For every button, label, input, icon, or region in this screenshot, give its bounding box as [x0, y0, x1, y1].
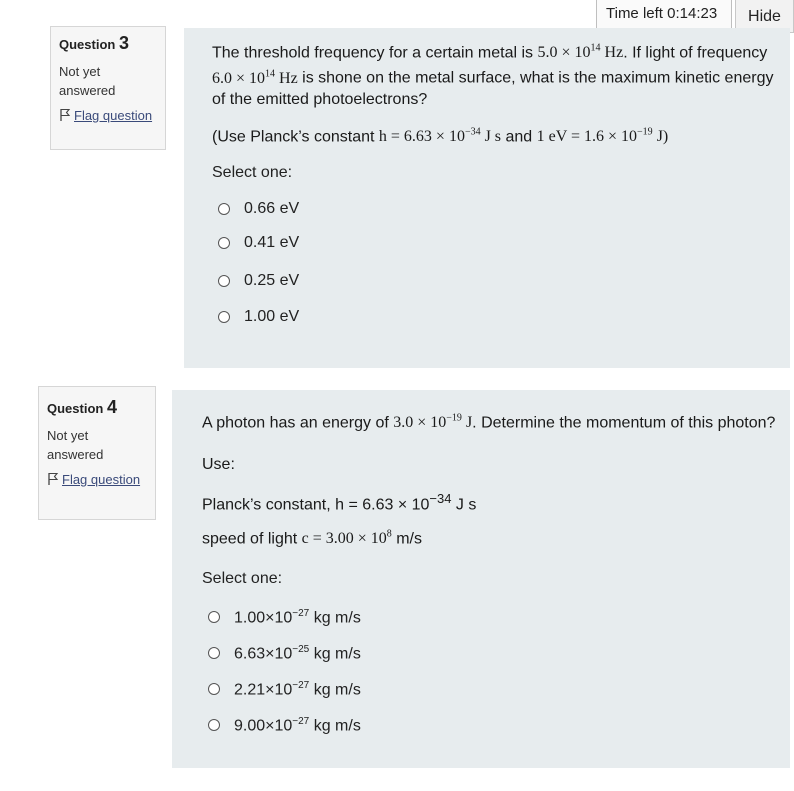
- radio-button[interactable]: [208, 647, 220, 659]
- time-left-indicator: [596, 0, 732, 30]
- question-3-note: (Use Planck’s constant $h = 6.63 \times 10^{-34}$ J s and 1 eV = $1.6 \times 10^{-19}$ J): [212, 127, 669, 146]
- time-left-value: 0:14:23: [667, 5, 718, 22]
- question-3-content: [184, 28, 790, 368]
- hide-timer-button[interactable]: Hide: [735, 0, 794, 33]
- question-3-select-one: Select one:: [212, 164, 293, 181]
- option-label: $9.00\times 10^{-27}$ kg m/s: [234, 716, 361, 735]
- question-4-flag[interactable]: [47, 470, 147, 489]
- flag-icon: [47, 472, 59, 485]
- option-label: 0.41 eV: [244, 234, 300, 251]
- question-3-status: Not yet answered: [59, 64, 116, 98]
- question-4-speed: speed of light $c = 3.00 \times 10^8$ m/s: [202, 529, 422, 548]
- flag-question-link[interactable]: Flag question: [74, 108, 153, 123]
- time-left-label: Time left: [606, 5, 663, 22]
- question-4-label: Question 4: [47, 397, 117, 417]
- question-4-text: A photon has an energy of $3.0 \times 10^{-19}$ J. Determine the momentum of this photon?: [202, 413, 776, 432]
- question-4-use: Use:: [202, 456, 235, 473]
- question-4-content: [172, 390, 790, 768]
- option-label: $6.63\times 10^{-25}$ kg m/s: [234, 644, 361, 663]
- question-3-text: The threshold frequency for a certain metal is $5.0 \times 10^{14}$ Hz. If light of frequency $6.0 \times 10^{14}$ Hz is shone on the metal surface, what is the maximum kinetic energy of the emitted photoelectrons?: [212, 43, 774, 108]
- flag-icon: [59, 108, 71, 121]
- radio-button[interactable]: [218, 237, 230, 249]
- radio-button[interactable]: [208, 611, 220, 623]
- flag-question-link[interactable]: Flag question: [62, 472, 141, 487]
- radio-button[interactable]: [218, 203, 230, 215]
- question-4-select-one: Select one:: [202, 570, 283, 587]
- radio-button[interactable]: [208, 719, 220, 731]
- option-label: $2.21\times 10^{-27}$ kg m/s: [234, 680, 361, 699]
- question-3-info: [50, 26, 166, 150]
- question-3-number: 3: [118, 33, 129, 53]
- question-3-label: Question 3: [59, 33, 129, 53]
- radio-button[interactable]: [218, 275, 230, 287]
- radio-button[interactable]: [218, 311, 230, 323]
- option-label: 0.25 eV: [244, 272, 300, 289]
- question-4-info: [38, 386, 156, 520]
- option-label: $1.00\times 10^{-27}$ kg m/s: [234, 608, 361, 627]
- question-4-planck: Planck’s constant, $h = 6.63 \times 10^{-34}$ J s: [202, 491, 477, 514]
- option-label: 0.66 eV: [244, 200, 300, 217]
- question-4-number: 4: [106, 397, 117, 417]
- option-label: 1.00 eV: [244, 308, 300, 325]
- question-4-status: Not yet answered: [47, 428, 104, 462]
- question-3-flag[interactable]: [59, 106, 157, 125]
- radio-button[interactable]: [208, 683, 220, 695]
